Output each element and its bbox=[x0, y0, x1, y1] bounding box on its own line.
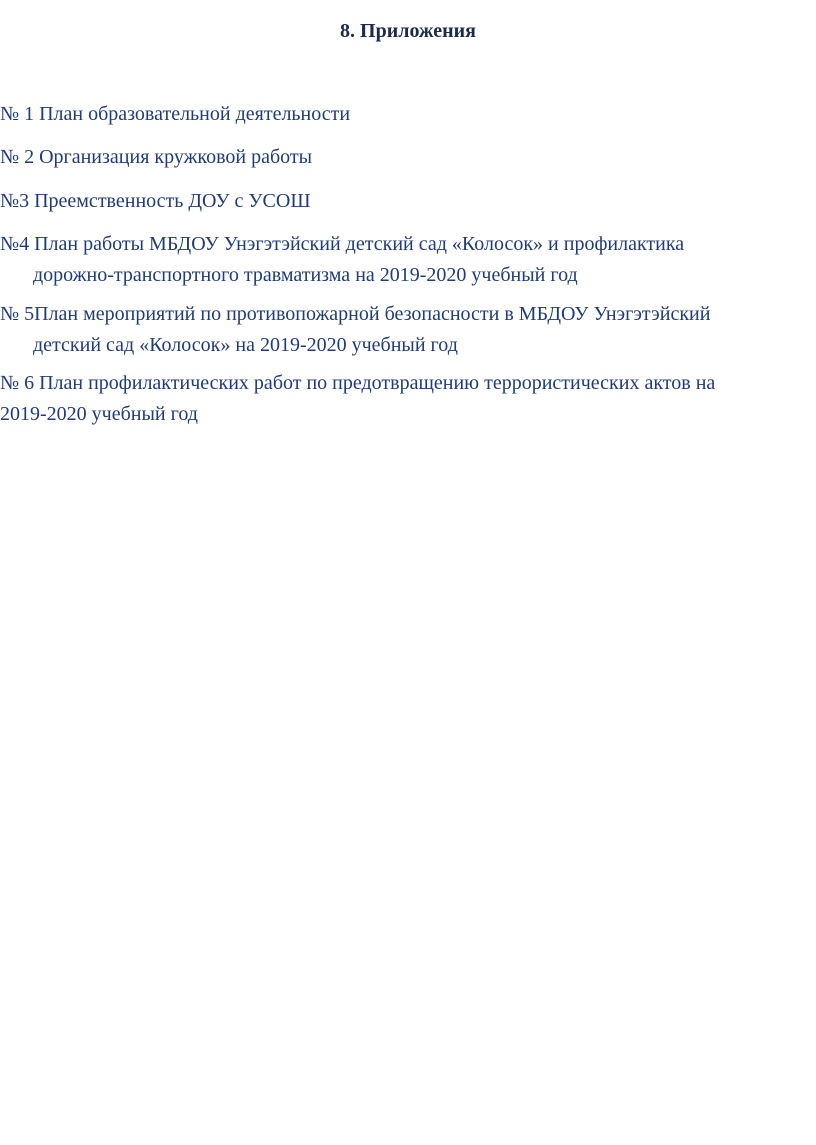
appendix-item-text: №4 План работы МБДОУ Унэгэтэйский детский сад «Колосок» и профилактика bbox=[0, 233, 685, 255]
appendix-item-continuation: дорожно-транспортного травматизма на 2019-2020 учебный год bbox=[33, 264, 578, 286]
appendix-item-text: № 5План мероприятий по противопожарной безопасности в МБДОУ Унэгэтэйский bbox=[0, 303, 711, 325]
appendix-item-text: № 2 Организация кружковой работы bbox=[0, 146, 313, 168]
appendix-item-text: № 6 План профилактических работ по предотвращению террористических актов на bbox=[0, 372, 716, 394]
appendix-item-4 bbox=[0, 229, 812, 291]
appendix-item-1 bbox=[0, 99, 812, 130]
appendix-item-3 bbox=[0, 186, 812, 217]
appendix-item-text: № 1 План образовательной деятельности bbox=[0, 103, 351, 125]
appendix-item-6 bbox=[0, 368, 812, 430]
appendix-item-2 bbox=[0, 142, 812, 173]
page-title: 8. Приложения bbox=[340, 20, 476, 42]
appendix-item-continuation: детский сад «Колосок» на 2019-2020 учебный год bbox=[33, 334, 458, 356]
appendix-item-5 bbox=[0, 299, 812, 361]
appendix-item-text: №3 Преемственность ДОУ с УСОШ bbox=[0, 190, 311, 212]
appendix-item-continuation: 2019-2020 учебный год bbox=[0, 403, 198, 425]
